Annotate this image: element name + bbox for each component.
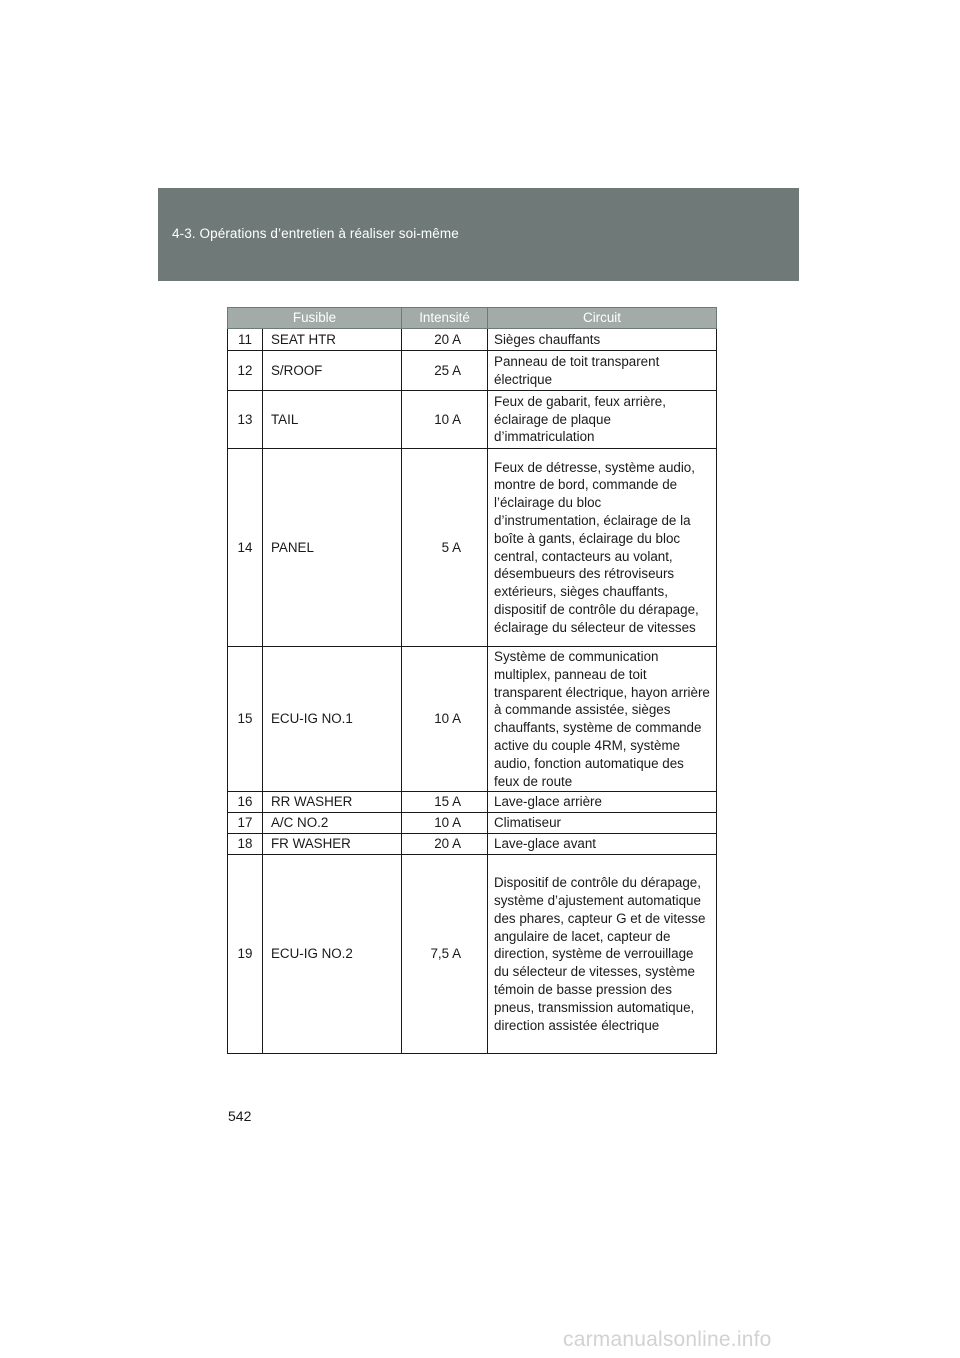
section-title: 4-3. Opérations d’entretien à réaliser soi-même	[172, 226, 459, 241]
fuse-name: PANEL	[263, 449, 402, 647]
fuse-circuit: Système de communication multiplex, panneau de toit transparent électrique, hayon arrière à commande assistée, sièges chauffants, système de commande active du couple 4RM, système audio, fonction automatique des feux de route	[488, 647, 717, 792]
fuse-name: SEAT HTR	[263, 329, 402, 351]
fuse-circuit: Feux de détresse, système audio, montre de bord, commande de l’éclairage du bloc d’instrumentation, éclairage de la boîte à gants, éclairage du bloc central, contacteurs au volant, désembueurs des rétroviseurs extérieurs, sièges chauffants, dispositif de contrôle du dérapage, éclairage du sélecteur de vitesses	[488, 449, 717, 647]
fuse-table	[227, 307, 717, 1054]
fuse-circuit: Lave-glace arrière	[488, 792, 717, 813]
fuse-amperage: 10 A	[402, 391, 488, 449]
fuse-number: 14	[228, 449, 263, 647]
table-row	[228, 351, 717, 391]
fuse-name: S/ROOF	[263, 351, 402, 391]
fuse-amperage: 10 A	[402, 813, 488, 834]
column-header-circuit: Circuit	[488, 308, 717, 329]
fuse-amperage: 7,5 A	[402, 855, 488, 1054]
fuse-number: 13	[228, 391, 263, 449]
fuse-amperage: 20 A	[402, 329, 488, 351]
fuse-number: 12	[228, 351, 263, 391]
fuse-circuit: Feux de gabarit, feux arrière, éclairage de plaque d’immatriculation	[488, 391, 717, 449]
fuse-circuit: Dispositif de contrôle du dérapage, système d’ajustement automatique des phares, capteur G et de vitesse angulaire de lacet, capteur de direction, système de verrouillage du sélecteur de vitesses, système témoin de basse pression des pneus, transmission automatique, direction assistée électrique	[488, 855, 717, 1054]
fuse-circuit: Sièges chauffants	[488, 329, 717, 351]
fuse-circuit: Panneau de toit transparent électrique	[488, 351, 717, 391]
fuse-number: 11	[228, 329, 263, 351]
column-header-fuse: Fusible	[228, 308, 402, 329]
fuse-name: RR WASHER	[263, 792, 402, 813]
table-row	[228, 647, 717, 792]
fuse-name: ECU-IG NO.2	[263, 855, 402, 1054]
fuse-circuit: Lave-glace avant	[488, 834, 717, 855]
fuse-number: 16	[228, 792, 263, 813]
fuse-amperage: 15 A	[402, 792, 488, 813]
page-number: 542	[228, 1108, 252, 1124]
fuse-name: ECU-IG NO.1	[263, 647, 402, 792]
table-row	[228, 813, 717, 834]
table-row	[228, 391, 717, 449]
fuse-amperage: 20 A	[402, 834, 488, 855]
fuse-circuit: Climatiseur	[488, 813, 717, 834]
watermark: carmanualsonline.info	[563, 1328, 772, 1351]
fuse-name: FR WASHER	[263, 834, 402, 855]
fuse-amperage: 10 A	[402, 647, 488, 792]
table-row	[228, 834, 717, 855]
table-row	[228, 329, 717, 351]
table-row	[228, 855, 717, 1054]
table-row	[228, 449, 717, 647]
fuse-number: 18	[228, 834, 263, 855]
fuse-amperage: 5 A	[402, 449, 488, 647]
table-row	[228, 792, 717, 813]
fuse-number: 19	[228, 855, 263, 1054]
table-header-row	[228, 308, 717, 329]
fuse-name: TAIL	[263, 391, 402, 449]
fuse-name: A/C NO.2	[263, 813, 402, 834]
fuse-number: 15	[228, 647, 263, 792]
fuse-number: 17	[228, 813, 263, 834]
fuse-amperage: 25 A	[402, 351, 488, 391]
column-header-amperage: Intensité	[402, 308, 488, 329]
